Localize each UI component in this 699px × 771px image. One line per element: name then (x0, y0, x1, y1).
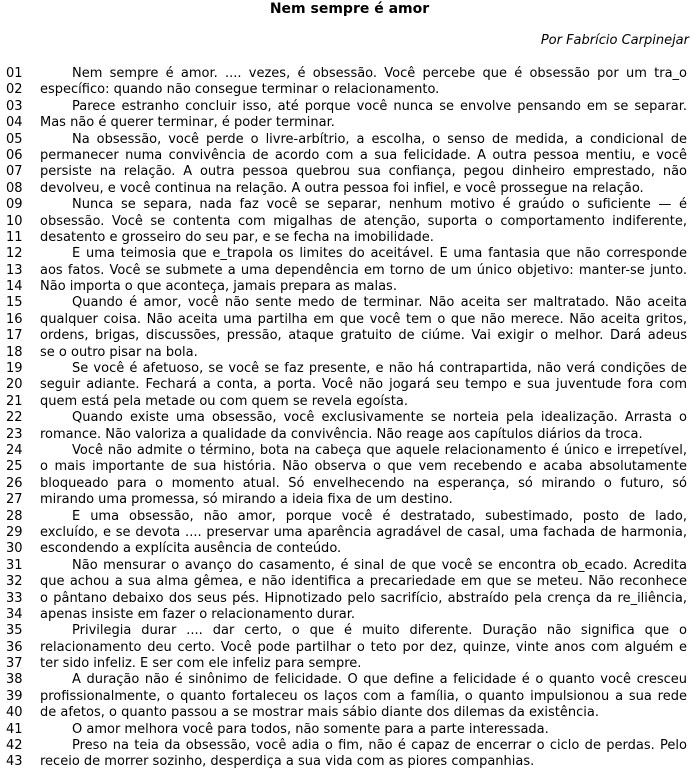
line-text: o mais importante de sua história. Não observa o que vem recebendo e acaba absolutamente (40, 459, 687, 475)
line-number: 08 (6, 180, 23, 196)
text-line (0, 476, 699, 492)
line-text: Não importa o que aconteça, jamais prepara as malas. (40, 279, 397, 295)
line-number: 09 (6, 197, 23, 213)
text-line (0, 66, 699, 82)
line-number: 05 (6, 131, 23, 147)
text-line (0, 427, 699, 443)
line-text: Preso na teia da obsessão, você adia o fim, não é capaz de encerrar o ciclo de perdas. Pelo (72, 738, 687, 754)
line-number: 18 (6, 344, 23, 360)
line-number: 02 (6, 82, 23, 98)
line-text: aos fatos. Você se submete a uma dependência em torno de um único objetivo: manter-se junto. (40, 262, 687, 278)
text-line (0, 115, 699, 131)
line-text: Quando é amor, você não sente medo de terminar. Não aceita ser maltratado. Não aceita (72, 295, 687, 311)
line-number: 06 (6, 147, 23, 163)
line-text: A duração não é sinônimo de felicidade. O que define a felicidade é o quanto você cresceu (72, 672, 687, 688)
text-line (0, 345, 699, 361)
line-text: excluído, e se devota .... preservar uma aparência agradável de casal, uma fachada de harmonia, (40, 524, 687, 540)
line-number: 29 (6, 524, 23, 540)
text-line (0, 328, 699, 344)
line-text: bloqueado para o momento atual. Só envelhecendo na esperança, só mirando o futuro, só (40, 475, 687, 491)
text-line (0, 509, 699, 525)
text-line (0, 230, 699, 246)
line-number: 12 (6, 246, 23, 262)
text-line (0, 623, 699, 639)
text-line (0, 214, 699, 230)
line-number: 40 (6, 705, 23, 721)
text-line (0, 591, 699, 607)
text-line (0, 705, 699, 721)
line-number: 22 (6, 410, 23, 426)
text-line (0, 754, 699, 770)
text-line (0, 377, 699, 393)
line-number: 01 (6, 66, 23, 81)
text-line (0, 443, 699, 459)
text-line (0, 99, 699, 115)
line-text: Você não admite o término, bota na cabeça que aquele relacionamento é único e irrepetível, (72, 442, 687, 458)
line-text: É uma teimosia que e_trapola os limites do aceitável. É uma fantasia que não corresponde (72, 246, 687, 262)
line-text: ter sido infeliz. E ser com ele infeliz para sempre. (40, 656, 362, 672)
text-line (0, 263, 699, 279)
line-number: 42 (6, 738, 23, 754)
text-line (0, 640, 699, 656)
line-number: 43 (6, 754, 23, 770)
text-line (0, 722, 699, 738)
line-text: receio de morrer sozinho, desperdiça a sua vida com as piores companhias. (40, 754, 535, 770)
line-text: quem está pela metade ou com quem se revela egoísta. (40, 393, 408, 409)
text-line (0, 246, 699, 262)
line-number: 14 (6, 279, 23, 295)
line-number: 25 (6, 459, 23, 475)
line-number: 35 (6, 623, 23, 639)
line-number: 07 (6, 164, 23, 180)
document-title: Nem sempre é amor (269, 1, 430, 17)
line-text: mirando uma promessa, só mirando a ideia fixa de um destino. (40, 492, 453, 508)
line-number: 20 (6, 377, 23, 393)
line-text: que achou a sua alma gêmea, e não identifica a precariedade em que se meteu. Não reconhece (40, 574, 687, 590)
line-number: 27 (6, 492, 23, 508)
text-line (0, 279, 699, 295)
text-line (0, 738, 699, 754)
text-line (0, 525, 699, 541)
line-text: devolveu, e você continua na relação. A outra pessoa foi infiel, e você prossegue na relação. (40, 180, 644, 196)
text-line (0, 459, 699, 475)
line-number: 37 (6, 656, 23, 672)
text-line (0, 361, 699, 377)
line-text: profissionalmente, o quanto fortaleceu os laços com a família, o quanto impulsionou a sua rede (40, 688, 687, 704)
line-number: 17 (6, 328, 23, 344)
line-number: 13 (6, 262, 23, 278)
line-text: ordens, brigas, discussões, pressão, ataque gratuito de ciúme. Vai exigir o melhor. Dará adeus (40, 328, 687, 344)
line-text: qualquer coisa. Não aceita uma partilha em que você tem o que não merece. Não aceita gritos, (40, 311, 687, 327)
line-text: O amor melhora você para todos, não somente para a parte interessada. (72, 721, 549, 737)
line-text: escondendo a explícita ausência de conteúdo. (40, 541, 342, 557)
line-text: de afetos, o quanto passou a se mostrar mais sábio diante dos dilemas da existência. (40, 705, 599, 721)
line-number: 04 (6, 115, 23, 131)
line-text: Nem sempre é amor. .... vezes, é obsessão. Você percebe que é obsessão por um tra_o (72, 66, 687, 81)
line-text: Se você é afetuoso, se você se faz presente, e não há contrapartida, não verá condições de (72, 361, 687, 377)
line-number: 36 (6, 639, 23, 655)
line-text: Quando existe uma obsessão, você exclusivamente se norteia pela idealização. Arrasta o (72, 410, 687, 426)
text-line (0, 394, 699, 410)
line-number: 31 (6, 557, 23, 573)
line-number: 30 (6, 541, 23, 557)
text-line (0, 689, 699, 705)
line-text: Não mensurar o avanço do casamento, é sinal de que você se encontra ob_ecado. Acredita (72, 557, 687, 573)
text-line (0, 541, 699, 557)
line-text: permanecer numa convivência de acordo com a sua felicidade. A outra pessoa mentiu, e você (40, 147, 687, 163)
line-text: específico: quando não consegue terminar o relacionamento. (40, 82, 440, 98)
text-line (0, 181, 699, 197)
text-line (0, 295, 699, 311)
line-number: 16 (6, 311, 23, 327)
line-text: Parece estranho concluir isso, até porque você nunca se envolve pensando em se separar. (72, 98, 687, 114)
line-text: Na obsessão, você perde o livre-arbítrio, a escolha, o senso de medida, a condicional de (72, 131, 687, 147)
line-number: 34 (6, 606, 23, 622)
line-number: 41 (6, 721, 23, 737)
text-line (0, 672, 699, 688)
line-text: o pântano debaixo dos seus pés. Hipnotizado pelo sacrifício, abstraído pela crença da re_iliência, (40, 590, 687, 606)
document-author: Por Fabrício Carpinejar (540, 33, 689, 48)
text-line (0, 312, 699, 328)
line-number: 33 (6, 590, 23, 606)
line-number: 19 (6, 361, 23, 377)
line-text: relacionamento deu certo. Você pode partilhar o teto por dez, quinze, vinte anos com alguém e (40, 639, 687, 655)
line-number: 24 (6, 442, 23, 458)
line-text: desatento e grosseiro do seu par, e se fecha na imobilidade. (40, 229, 434, 245)
line-text: Mas não é querer terminar, é poder terminar. (40, 115, 335, 131)
line-number: 03 (6, 98, 23, 114)
line-number: 15 (6, 295, 23, 311)
text-line (0, 607, 699, 623)
text-line (0, 410, 699, 426)
line-text: obsessão. Você se contenta com migalhas de atenção, suporta o comportamento indiferente, (40, 213, 687, 229)
line-number: 23 (6, 426, 23, 442)
line-number: 26 (6, 475, 23, 491)
line-text: apenas insiste em fazer o relacionamento durar. (40, 606, 356, 622)
text-line (0, 492, 699, 508)
line-number: 11 (6, 229, 23, 245)
text-line (0, 164, 699, 180)
line-number: 10 (6, 213, 23, 229)
line-text: Privilegia durar .... dar certo, o que é muito diferente. Duração não significa que o (72, 623, 687, 639)
line-text: Nunca se separa, nada faz você se separar, nenhum motivo é graúdo o suficiente — é (72, 197, 687, 213)
text-line (0, 82, 699, 98)
line-number: 28 (6, 508, 23, 524)
text-line (0, 132, 699, 148)
line-text: romance. Não valoriza a qualidade da convivência. Não reage aos capítulos diários da troca. (40, 426, 643, 442)
line-number: 38 (6, 672, 23, 688)
line-text: se o outro pisar na bola. (40, 344, 198, 360)
line-number: 39 (6, 688, 23, 704)
text-line (0, 574, 699, 590)
text-line (0, 656, 699, 672)
text-body (0, 66, 699, 771)
text-line (0, 197, 699, 213)
line-number: 21 (6, 393, 23, 409)
line-text: seguir adiante. Fechará a conta, a porta. Você não jogará seu tempo e sua juventude fora com (40, 377, 687, 393)
text-line (0, 148, 699, 164)
line-text: É uma obsessão, não amor, porque você é destratado, subestimado, posto de lado, (72, 508, 687, 524)
line-text: persiste na relação. A outra pessoa quebrou sua confiança, pegou dinheiro emprestado, não (40, 164, 687, 180)
text-line (0, 558, 699, 574)
line-number: 32 (6, 574, 23, 590)
